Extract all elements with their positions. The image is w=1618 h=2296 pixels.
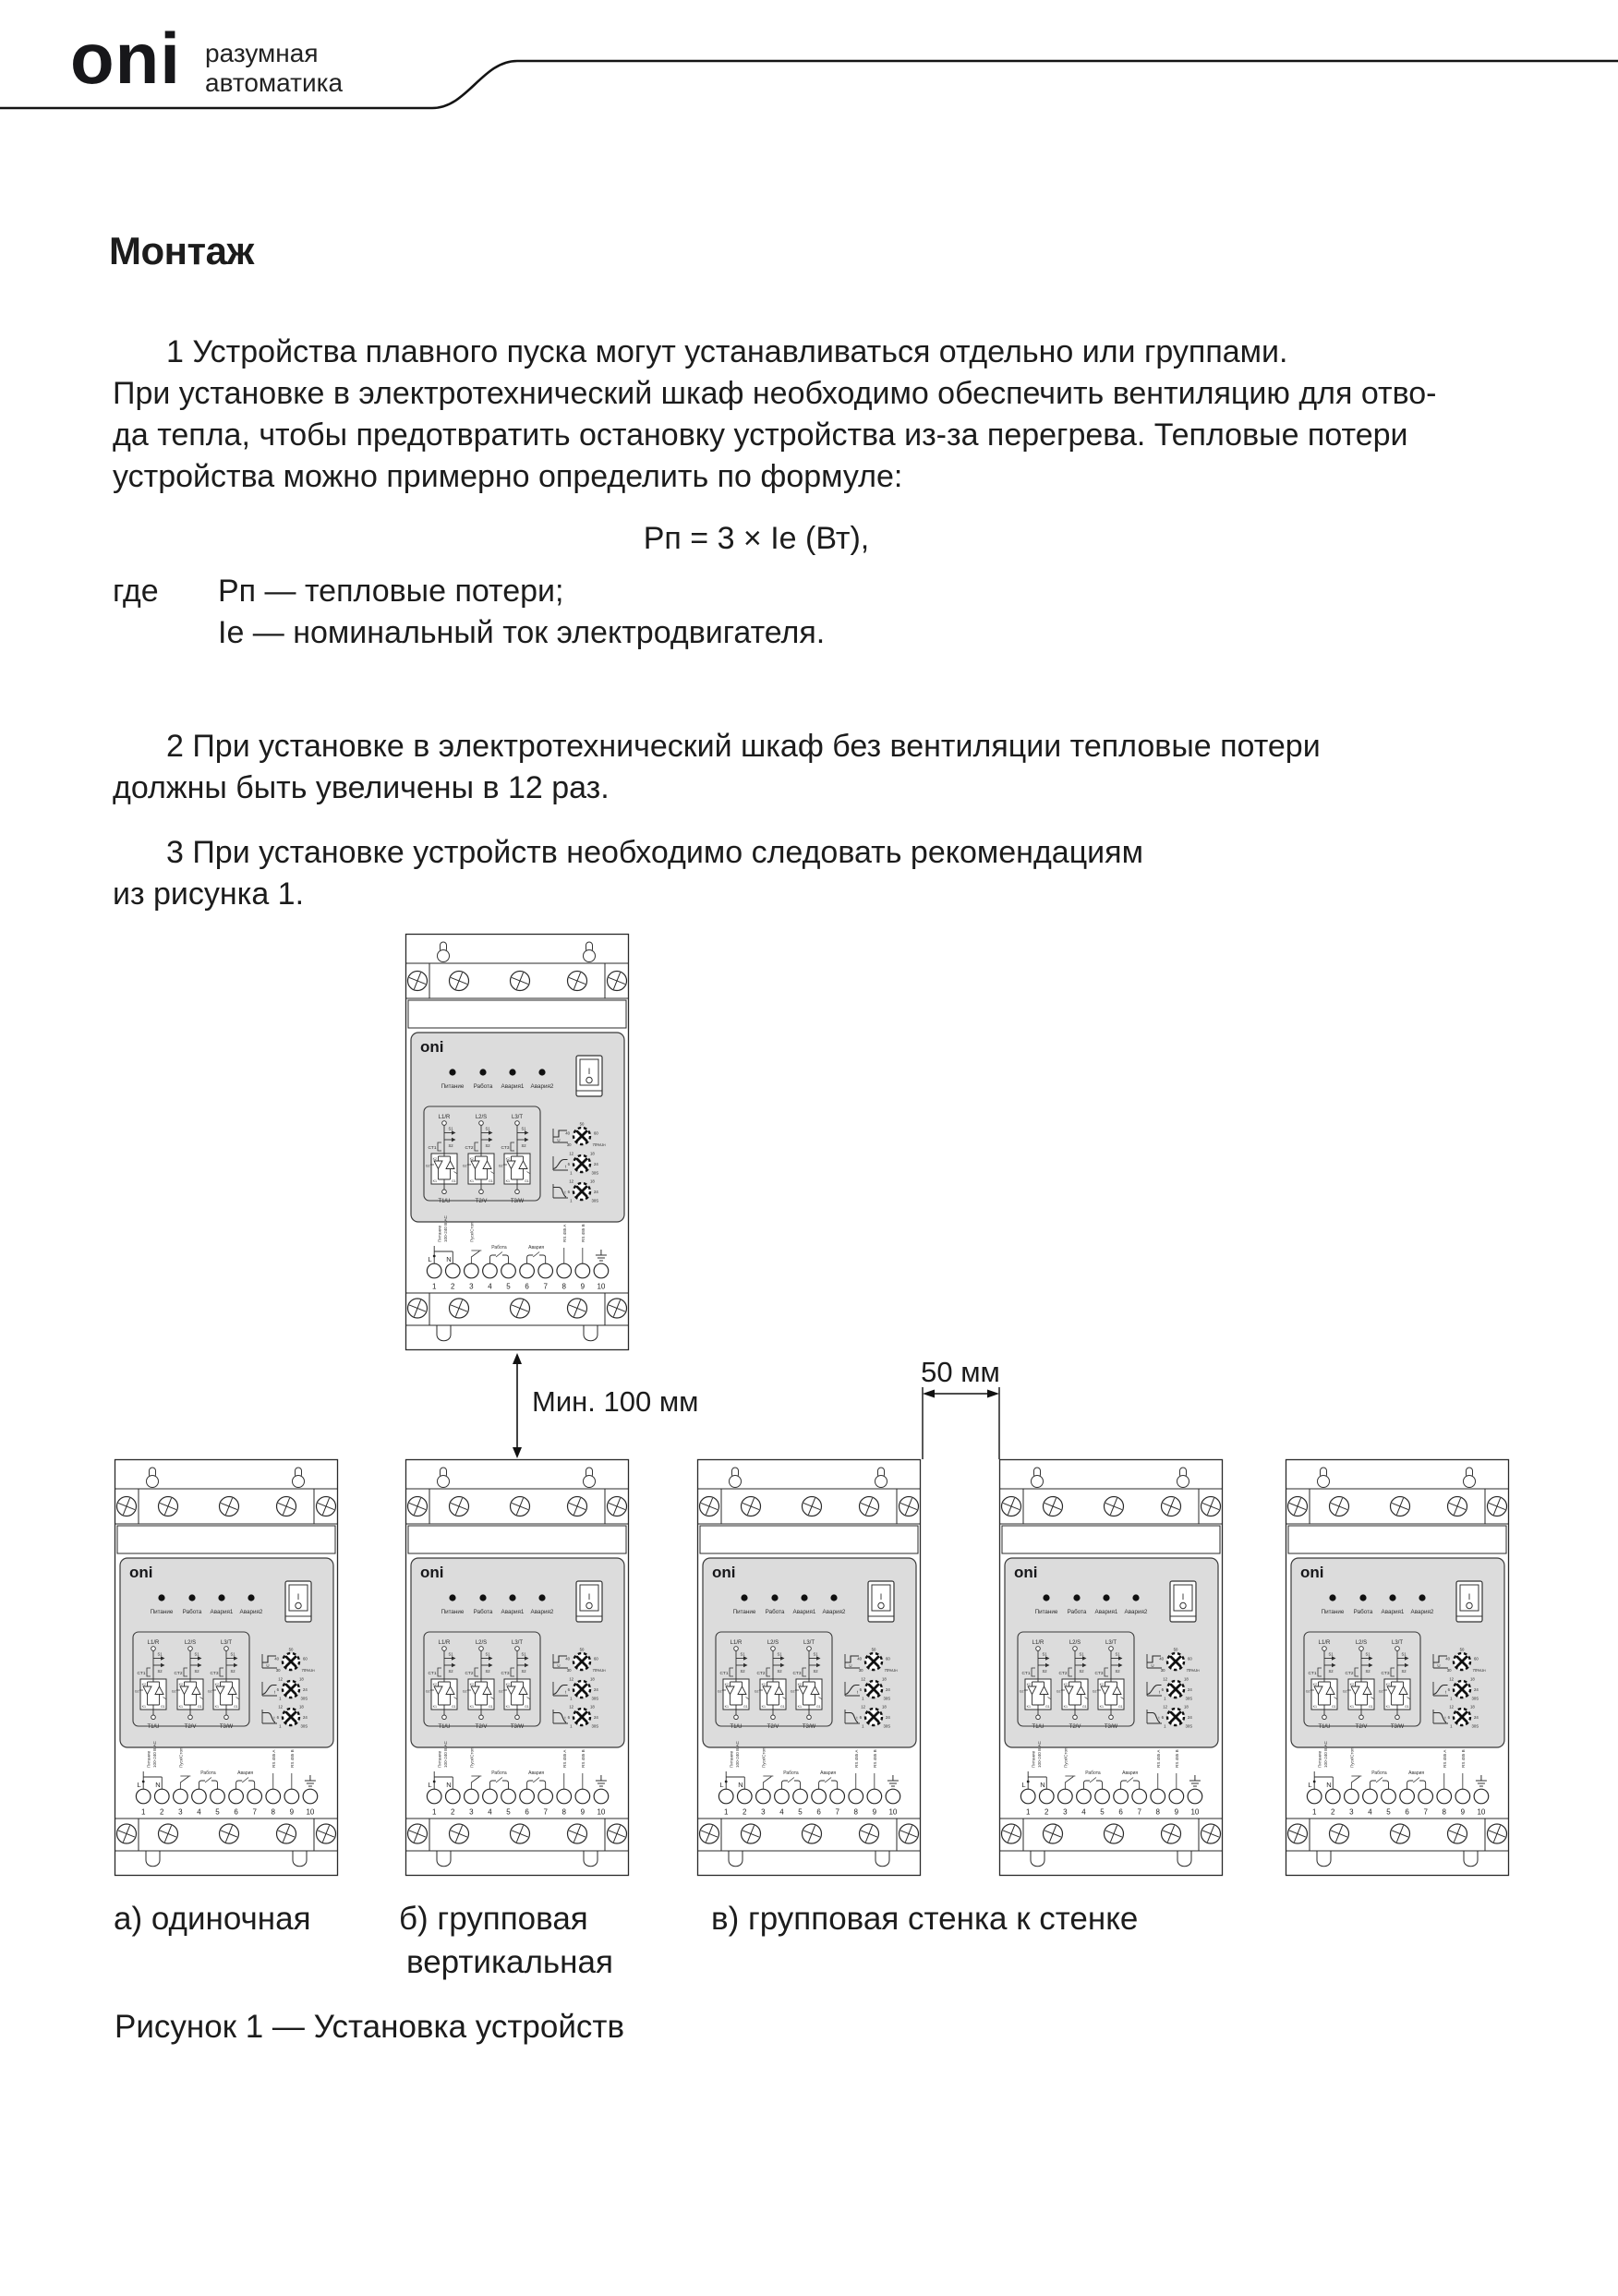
caption-wall-to-wall: в) групповая стенка к стенке bbox=[711, 1901, 1139, 1937]
figure-caption: Рисунок 1 — Установка устройств bbox=[115, 2009, 625, 2045]
paragraph2-line2: должны быть увеличены в 12 раз. bbox=[113, 770, 610, 805]
brand-tagline-2: автоматика bbox=[205, 68, 344, 97]
softstarter-device-instance bbox=[698, 1460, 921, 1876]
softstarter-device-instance bbox=[115, 1460, 338, 1876]
paragraph1-line1: 1 Устройства плавного пуска могут устанавливаться отдельно или группами. bbox=[166, 334, 1288, 369]
formula: Рп = 3 × Ie (Вт), bbox=[643, 521, 870, 556]
paragraph2-line1: 2 При установке в электротехнический шкаф без вентиляции тепловые потери bbox=[166, 729, 1321, 764]
dimension-vertical-label: Мин. 100 мм bbox=[532, 1385, 699, 1418]
softstarter-device-instance bbox=[1286, 1460, 1509, 1876]
brand-logo: oni bbox=[70, 18, 181, 99]
where-label: где bbox=[113, 574, 159, 609]
paragraph3-line1: 3 При установке устройств необходимо следовать рекомендациям bbox=[166, 835, 1143, 870]
paragraph1-line3: да тепла, чтобы предотвратить остановку устройства из-за перегрева. Тепловые потери bbox=[113, 417, 1408, 453]
page-title: Монтаж bbox=[109, 229, 254, 272]
figure-illustration bbox=[0, 914, 1618, 1930]
softstarter-device-instance bbox=[406, 935, 629, 1350]
where-item2: Ie — номинальный ток электродвигателя. bbox=[218, 615, 826, 650]
brand-tagline-1: разумная bbox=[205, 39, 319, 67]
caption-group-vertical-line1: б) групповая bbox=[399, 1901, 588, 1937]
dimension-horizontal-label: 50 мм bbox=[921, 1356, 1000, 1388]
paragraph1-line4: устройства можно примерно определить по формуле: bbox=[113, 459, 903, 494]
where-item1: Рп — тепловые потери; bbox=[218, 574, 564, 609]
softstarter-device-instance bbox=[406, 1460, 629, 1876]
paragraph3-line2: из рисунка 1. bbox=[113, 876, 305, 912]
caption-single: а) одиночная bbox=[114, 1901, 311, 1937]
caption-group-vertical-line2: вертикальная bbox=[406, 1944, 613, 1980]
softstarter-device-instance bbox=[1000, 1460, 1223, 1876]
paragraph1-line2: При установке в электротехнический шкаф необходимо обеспечить вентиляцию для отво- bbox=[113, 376, 1437, 411]
